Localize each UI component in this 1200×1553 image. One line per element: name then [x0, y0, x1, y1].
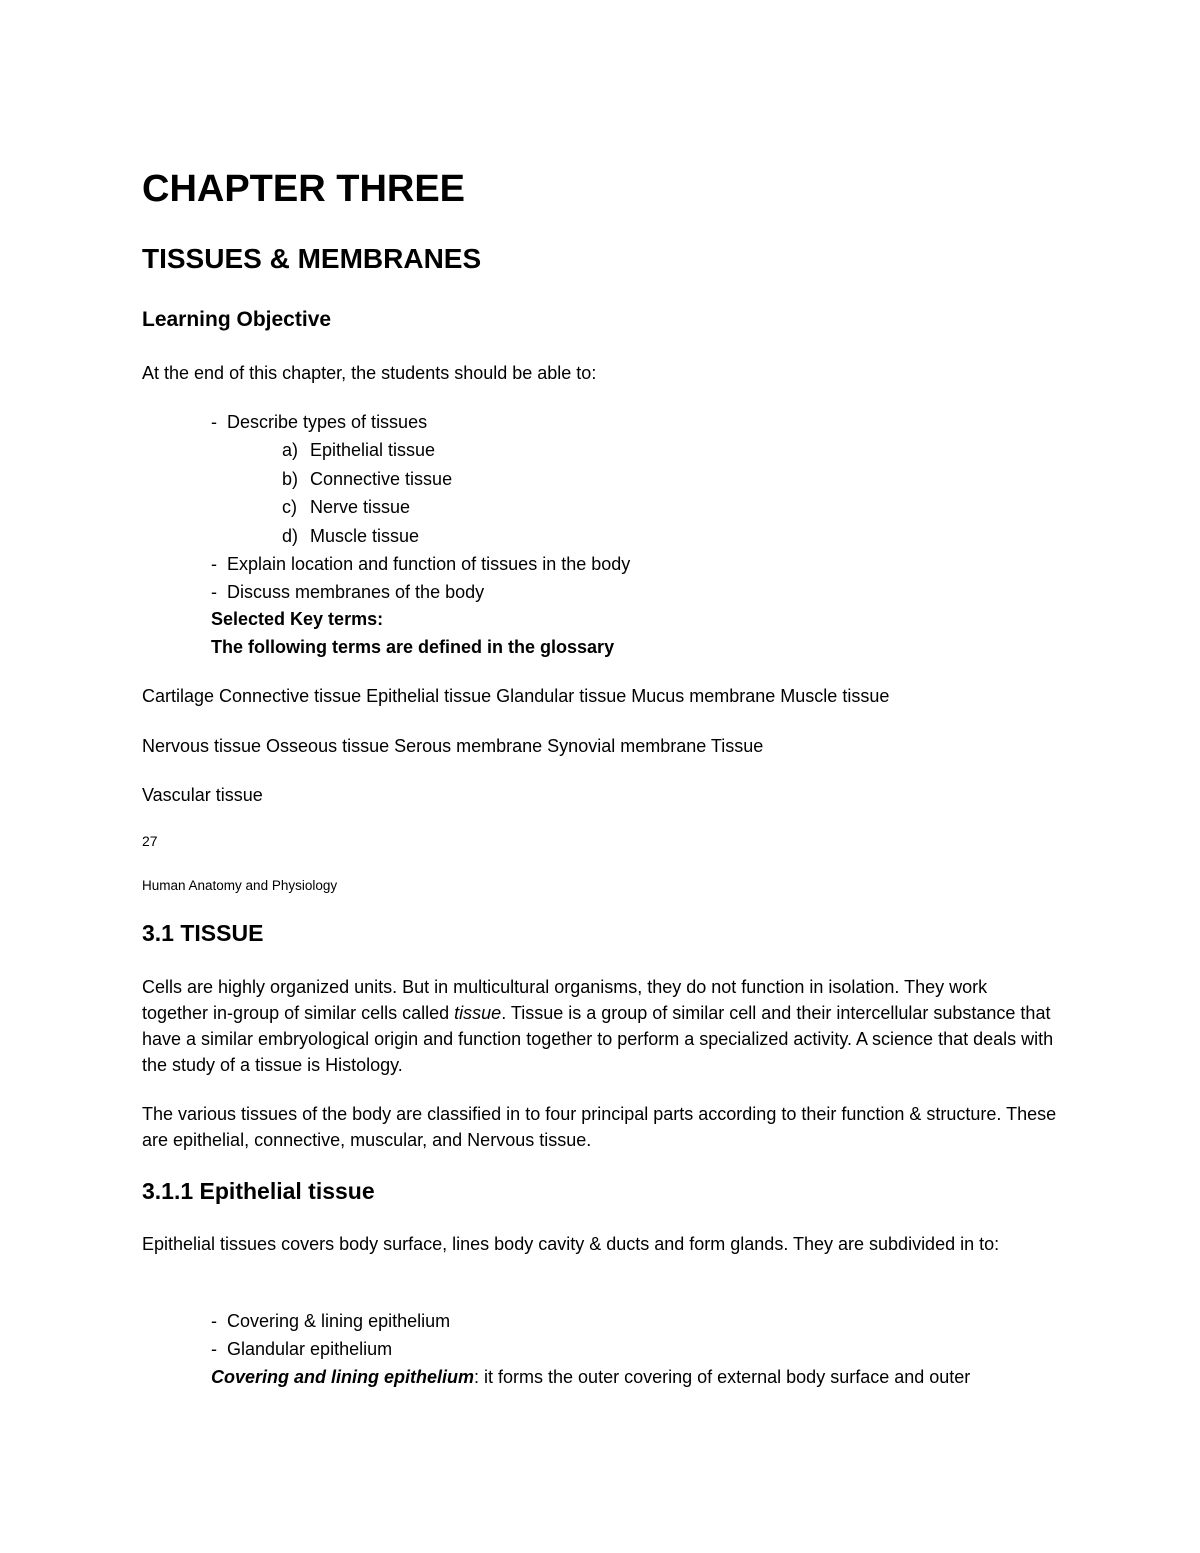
running-title: Human Anatomy and Physiology [142, 878, 338, 893]
chapter-subtitle: TISSUES & MEMBRANES [142, 243, 482, 274]
learning-objective-heading: Learning Objective [142, 308, 332, 331]
section-heading-3-1-1: 3.1.1 Epithelial tissue [142, 1178, 375, 1204]
key-terms-line: Vascular tissue [142, 785, 263, 805]
objective-subitem: c) Nerve tissue [282, 497, 411, 517]
glossary-note: The following terms are defined in the glossary [211, 637, 615, 657]
epithelium-item: - Glandular epithelium [211, 1339, 393, 1359]
section-3-1-paragraph-2: The various tissues of the body are classified in to four principal parts according to their function & structure. These are epithelial, connective, muscular, and Nervous tissue. [142, 1104, 1057, 1150]
key-terms-line: Nervous tissue Osseous tissue Serous membrane Synovial membrane Tissue [142, 736, 764, 756]
objective-item: - Explain location and function of tissues in the body [211, 554, 631, 574]
epithelium-item: - Covering & lining epithelium [211, 1311, 451, 1331]
key-terms-label: Selected Key terms: [211, 609, 384, 629]
objective-subitem: b) Connective tissue [282, 469, 453, 489]
objective-item: - Discuss membranes of the body [211, 582, 485, 602]
objective-item: - Describe types of tissues [211, 412, 428, 432]
section-3-1-1-paragraph-1: Epithelial tissues covers body surface, lines body cavity & ducts and form glands. They are subdivided in to: [142, 1234, 1000, 1254]
objective-subitem: d) Muscle tissue [282, 526, 420, 546]
learning-objective-intro: At the end of this chapter, the students should be able to: [142, 363, 597, 383]
definition-line: Covering and lining epithelium: it forms the outer covering of external body surface and outer [211, 1367, 971, 1387]
page-number: 27 [142, 833, 158, 849]
section-heading-3-1: 3.1 TISSUE [142, 920, 264, 946]
objective-subitem: a) Epithelial tissue [282, 440, 436, 460]
definition-term: Covering and lining epithelium [211, 1367, 475, 1387]
key-terms-line: Cartilage Connective tissue Epithelial tissue Glandular tissue Mucus membrane Muscle tissue [142, 686, 890, 706]
chapter-title: CHAPTER THREE [142, 168, 466, 210]
term-tissue: tissue [454, 1003, 502, 1023]
section-3-1-paragraph-1: Cells are highly organized units. But in multicultural organisms, they do not function in isolation. They work together in-group of similar cells called tissue. Tissue is a group of similar cell and their intercellular substance that have a similar embryological origin and function together to perform a specialized activity. A science that deals with the study of a tissue is Histology. [142, 977, 1054, 1075]
